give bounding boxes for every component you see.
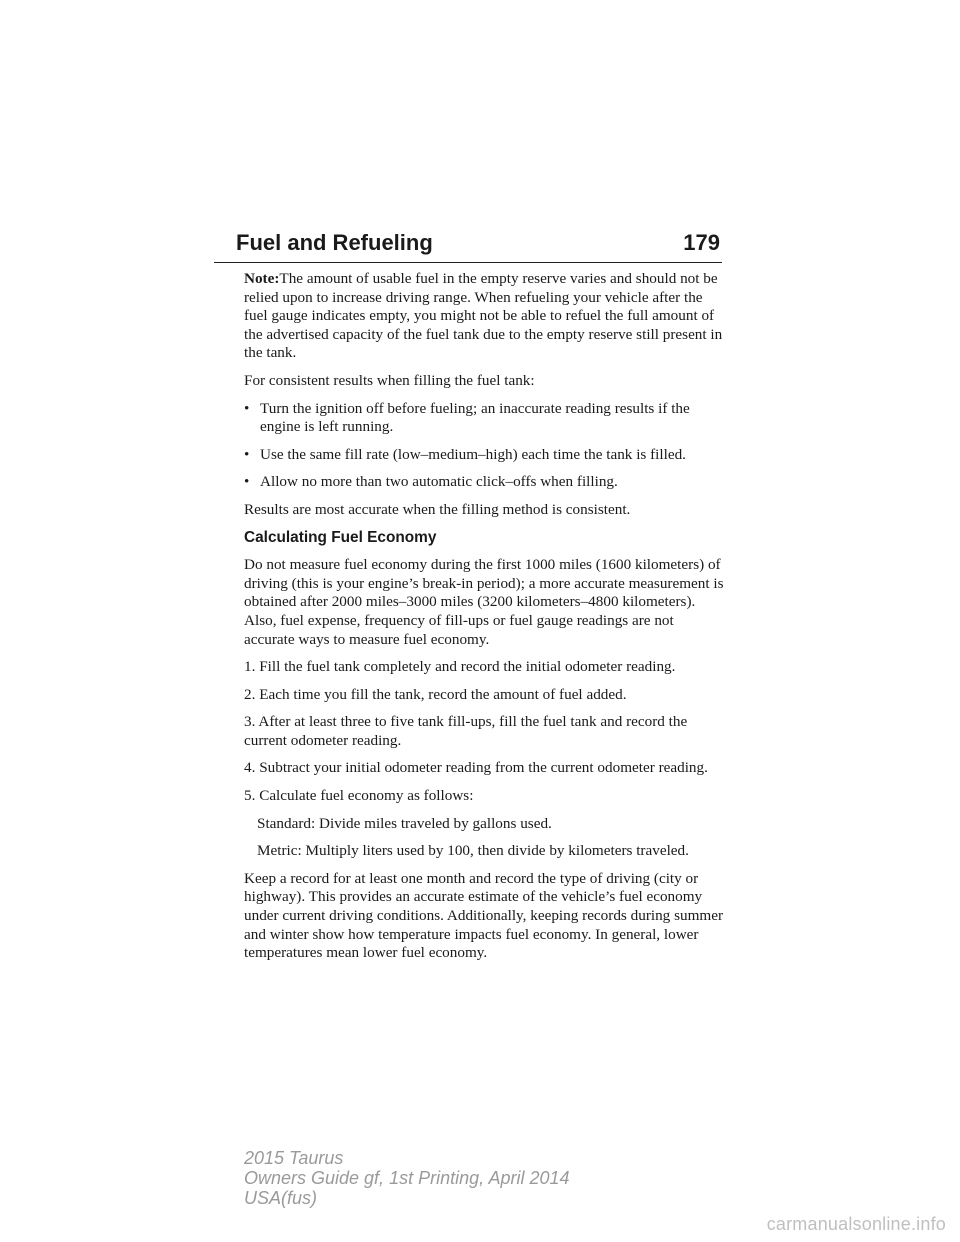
page-footer	[244, 1148, 570, 1208]
section-intro: Do not measure fuel economy during the first 1000 miles (1600 kilometers) of driving (this is your engine’s break-in period); a more accurate measurement is obtained after 2000 miles–3000 miles (3200 kilometers–4800 kilometers). Also, fuel expense, frequency of fill-ups or fuel gauge readings are not accurate ways to measure fuel economy.	[244, 556, 724, 648]
bullet-text: Allow no more than two automatic click–offs when filling.	[260, 473, 618, 491]
metric-formula: Metric: Multiply liters used by 100, then divide by kilometers traveled.	[257, 842, 689, 860]
bullet-text: Turn the ignition off before fueling; an inaccurate reading results if the engine is left running.	[260, 399, 690, 436]
results-paragraph: Results are most accurate when the filling method is consistent.	[244, 500, 631, 518]
step-4: 4. Subtract your initial odometer reading from the current odometer reading.	[244, 759, 708, 777]
footer-edition: Owners Guide gf, 1st Printing, April 2014	[244, 1168, 570, 1188]
page-header	[214, 226, 722, 263]
footer-region	[244, 1188, 570, 1208]
bullet-text: Use the same fill rate (low–medium–high) each time the tank is filled.	[260, 445, 686, 463]
bullet-icon: •	[244, 473, 250, 491]
footer-code: (fus)	[281, 1188, 318, 1208]
step-5: 5. Calculate fuel economy as follows:	[244, 787, 474, 805]
note-paragraph	[244, 270, 724, 363]
standard-formula: Standard: Divide miles traveled by gallons used.	[257, 814, 552, 832]
section-title: Fuel and Refueling	[236, 230, 433, 255]
list-item	[244, 400, 724, 437]
step-2: 2. Each time you fill the tank, record the amount of fuel added.	[244, 685, 627, 703]
bullet-icon: •	[244, 399, 250, 417]
closing-paragraph: Keep a record for at least one month and record the type of driving (city or highway). This provides an accurate estimate of the vehicle’s fuel economy under current driving conditions. Additionally, keeping records during summer and winter show how temperature impacts fuel economy. In general, lower temperatures mean lower fuel economy.	[244, 869, 724, 962]
step-1: 1. Fill the fuel tank completely and record the initial odometer reading.	[244, 658, 676, 676]
list-item	[244, 446, 724, 465]
bullet-icon: •	[244, 445, 250, 463]
footer-model: 2015 Taurus	[244, 1148, 344, 1168]
note-label: Note:	[244, 270, 280, 287]
consistent-intro: For consistent results when filling the fuel tank:	[244, 371, 535, 389]
watermark: carmanualsonline.info	[766, 1214, 946, 1234]
section-heading: Calculating Fuel Economy	[244, 528, 437, 546]
list-item	[244, 473, 724, 492]
step-3: 3. After at least three to five tank fill-ups, fill the fuel tank and record the current odometer reading.	[244, 713, 688, 749]
page-content	[244, 270, 724, 972]
note-text: The amount of usable fuel in the empty reserve varies and should not be relied upon to increase driving range. When refueling your vehicle after the fuel gauge indicates empty, you might not be able to refuel the full amount of the advertised capacity of the fuel tank due to the empty reserve still present in the tank.	[244, 270, 723, 362]
page-number: 179	[683, 230, 720, 255]
footer-country: USA	[244, 1188, 282, 1208]
